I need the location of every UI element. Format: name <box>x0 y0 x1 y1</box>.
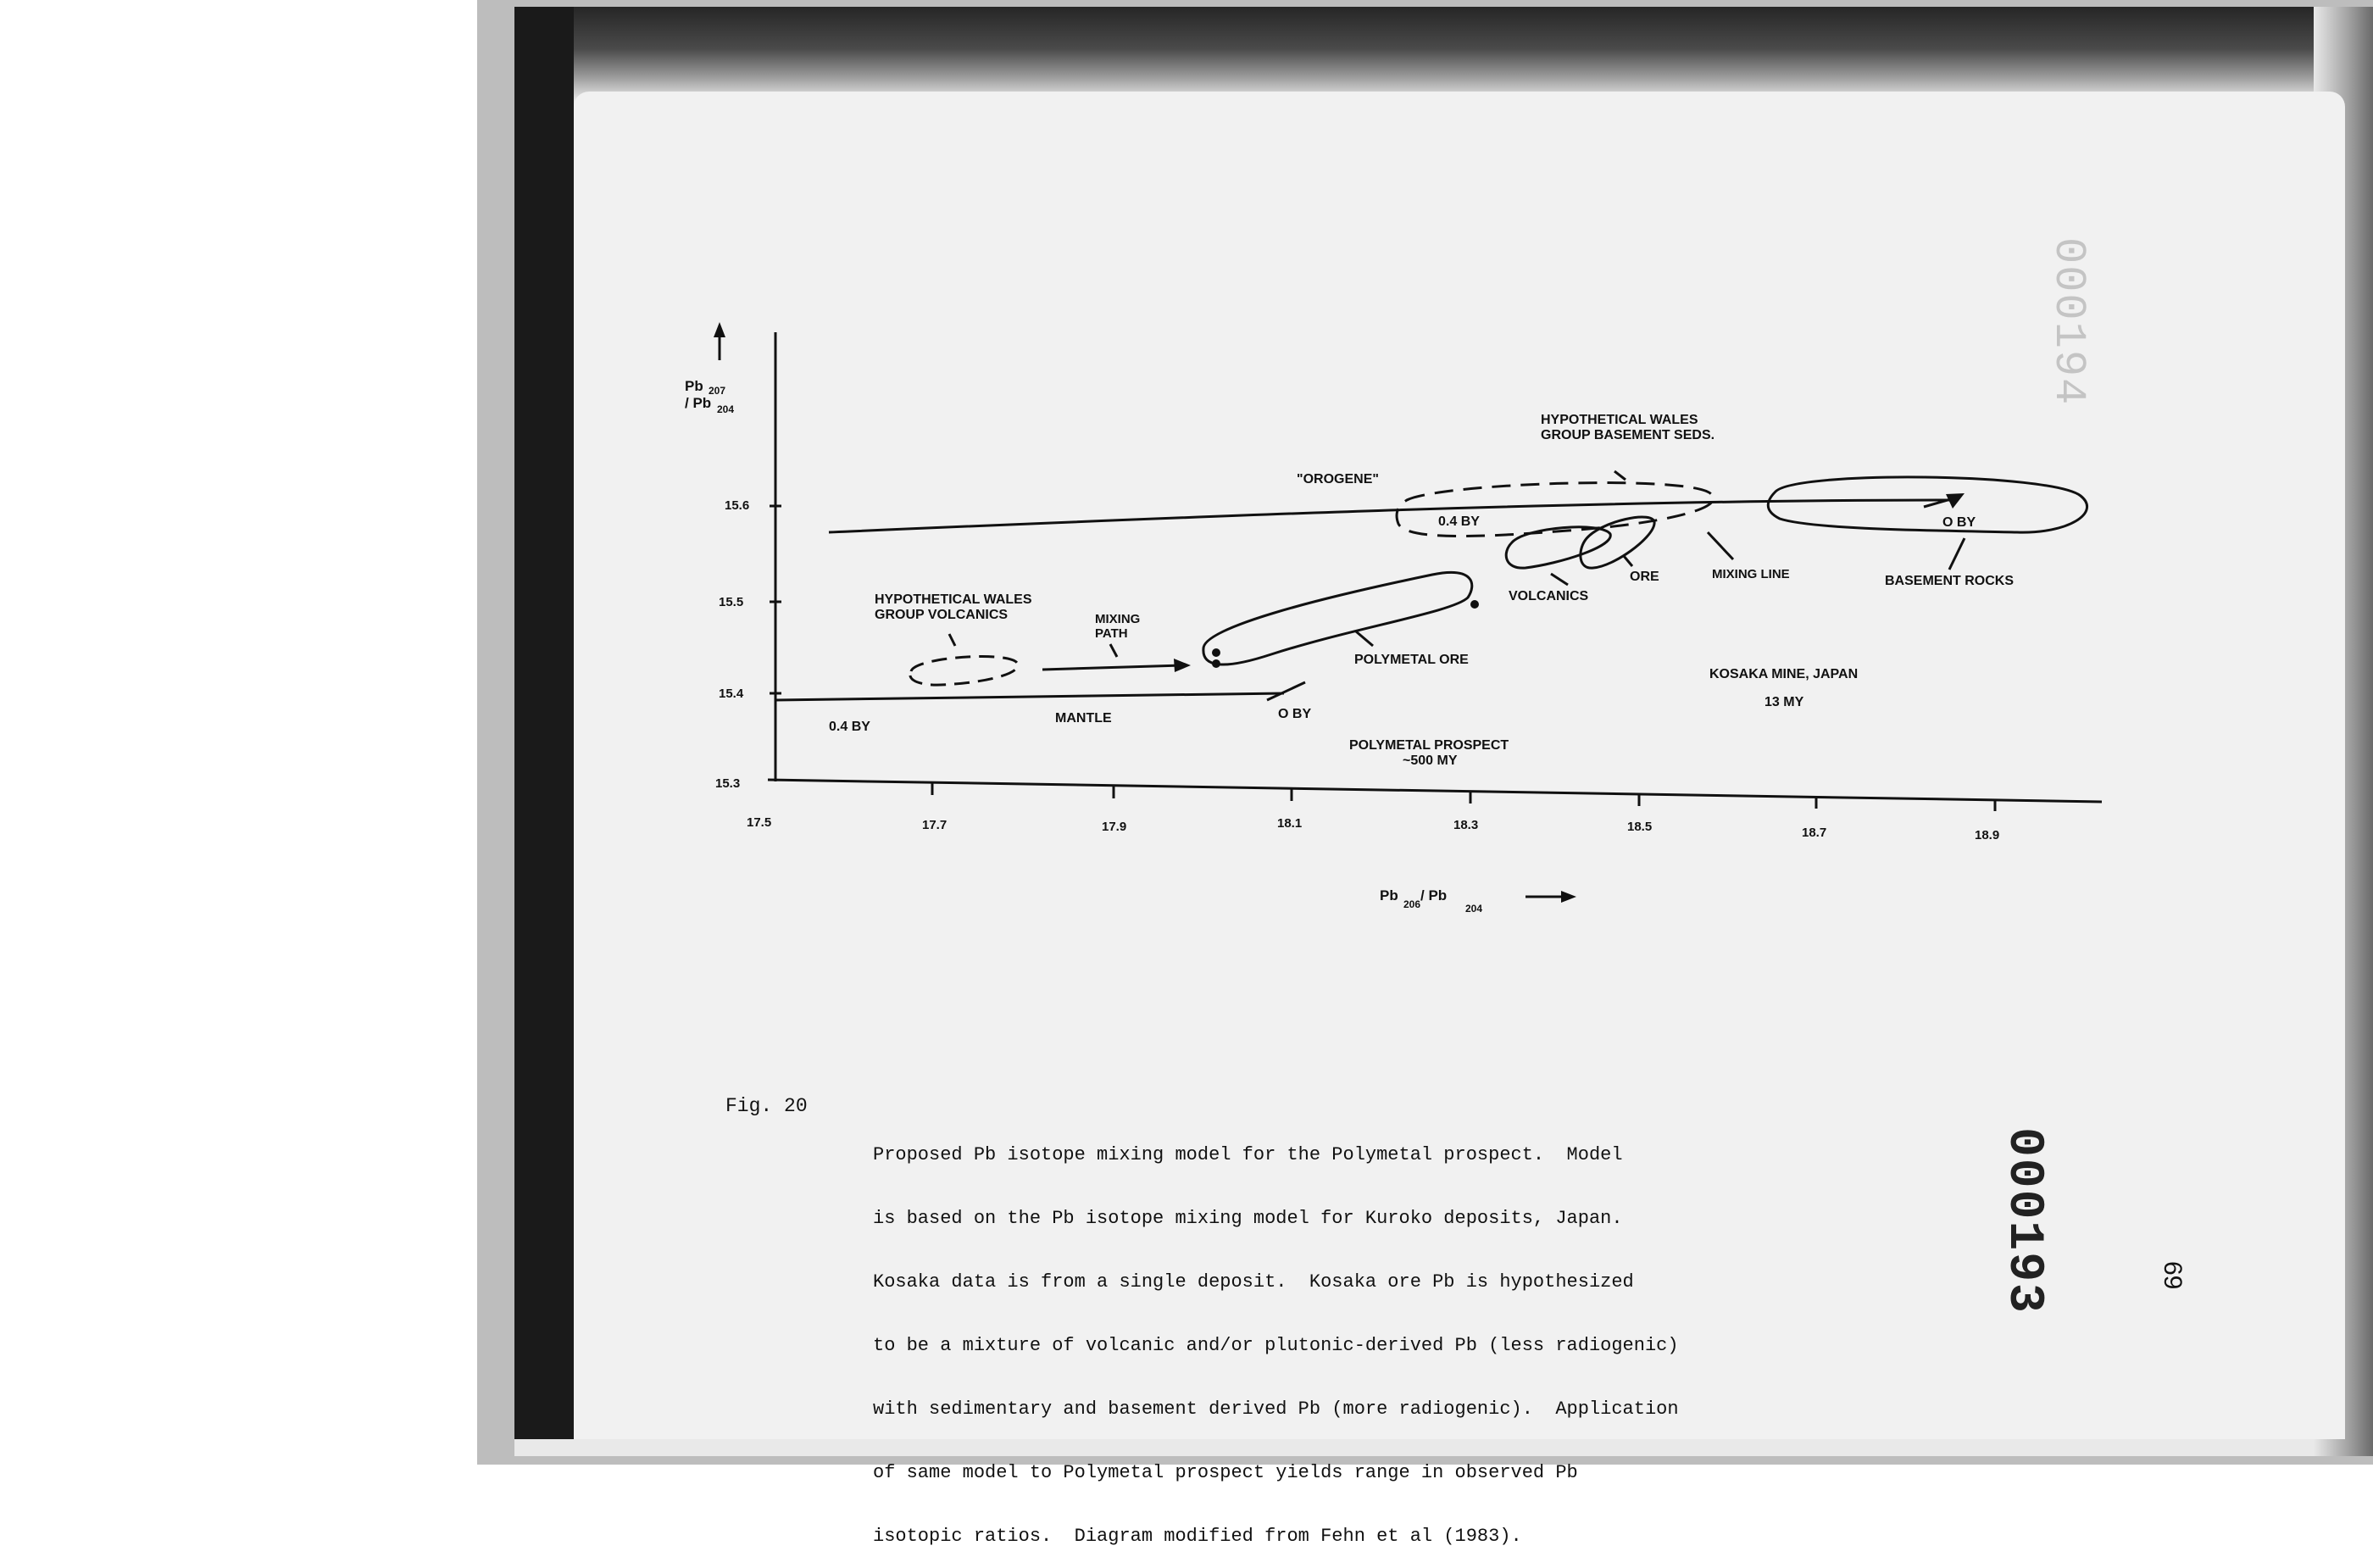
caption-line: with sedimentary and basement derived Pb (more radiogenic). Application <box>873 1398 1679 1420</box>
y-axis-label-den: 204 <box>717 403 735 415</box>
label-mixing-line: MIXING LINE <box>1712 567 1790 581</box>
y-tick-label: 15.5 <box>719 595 744 609</box>
figure-number: Fig. 20 <box>725 1095 808 1117</box>
label-basement-rocks: BASEMENT ROCKS <box>1885 574 2015 588</box>
y-tick-label: 15.3 <box>715 776 741 791</box>
x-tick-label: 18.7 <box>1802 826 1827 840</box>
label-polymetal-prospect: ~500 MY <box>1403 753 1458 768</box>
kosaka-point <box>1470 600 1479 609</box>
x-tick-label: 17.9 <box>1102 820 1127 834</box>
bates-stamp: 000193 <box>1996 1127 2051 1315</box>
label-orogene-04by: 0.4 BY <box>1438 514 1480 529</box>
label-polymetal-ore: POLYMETAL ORE <box>1354 653 1469 667</box>
caption-line: isotopic ratios. Diagram modified from Fehn et al (1983). <box>873 1526 1522 1547</box>
y-axis-label-pb: Pb <box>685 378 703 394</box>
label-hyp-basement: HYPOTHETICAL WALES <box>1541 413 1698 427</box>
ghost-stamp: 000194 <box>2043 237 2093 407</box>
label-basement-0by: O BY <box>1942 515 1976 530</box>
x-axis-label-den: 204 <box>1465 903 1483 915</box>
x-tick-label: 18.3 <box>1453 818 1479 832</box>
y-tick-label: 15.4 <box>719 687 744 701</box>
label-polymetal-prospect: POLYMETAL PROSPECT <box>1349 738 1509 753</box>
caption-line: Proposed Pb isotope mixing model for the Polymetal prospect. Model <box>873 1144 1623 1165</box>
orogene-line <box>829 500 1949 532</box>
label-ore: ORE <box>1630 570 1659 584</box>
label-hyp-basement: GROUP BASEMENT SEDS. <box>1541 428 1715 442</box>
label-hyp-volcanics: GROUP VOLCANICS <box>875 608 1009 622</box>
wales-volcanics-ellipse <box>910 657 1018 686</box>
x-axis-label-slash: / Pb <box>1420 887 1448 904</box>
kosaka-point <box>1212 659 1220 668</box>
label-mantle-0by: O BY <box>1278 707 1312 721</box>
label-mantle: MANTLE <box>1055 711 1112 726</box>
caption-line: Kosaka data is from a single deposit. Kosaka ore Pb is hypothesized <box>873 1271 1634 1293</box>
mantle-line <box>775 693 1284 700</box>
polymetal-ore-ellipse <box>1203 572 1472 664</box>
volcanics-ellipse <box>1506 527 1610 568</box>
x-axis <box>768 780 2102 802</box>
x-axis-label-num: 206 <box>1403 898 1421 910</box>
label-mantle-04by: 0.4 BY <box>829 720 870 734</box>
mixing-path-arrow <box>1042 665 1182 670</box>
label-kosaka: 13 MY <box>1764 695 1804 709</box>
label-mixing-path: PATH <box>1095 626 1128 641</box>
kosaka-point <box>1212 648 1220 657</box>
y-tick-label: 15.6 <box>725 498 750 513</box>
x-tick-label: 18.9 <box>1975 828 2000 842</box>
label-mixing-path: MIXING <box>1095 612 1141 626</box>
figure-caption <box>873 1102 1679 1568</box>
caption-line: of same model to Polymetal prospect yields range in observed Pb <box>873 1462 1578 1483</box>
x-tick-label: 17.7 <box>922 818 948 832</box>
label-kosaka: KOSAKA MINE, JAPAN <box>1709 667 1859 681</box>
x-axis-label-pb: Pb <box>1380 887 1398 904</box>
x-tick-label: 18.5 <box>1627 820 1653 834</box>
label-volcanics: VOLCANICS <box>1509 589 1589 603</box>
label-orogene: "OROGENE" <box>1297 472 1379 487</box>
y-axis-label-num: 207 <box>709 385 726 397</box>
x-tick-label: 17.5 <box>747 815 772 830</box>
y-axis-label-slash: / Pb <box>685 395 712 411</box>
x-tick-label: 18.1 <box>1277 816 1303 831</box>
label-hyp-volcanics: HYPOTHETICAL WALES <box>875 592 1032 607</box>
page-number: 69 <box>2159 1261 2187 1290</box>
caption-line: to be a mixture of volcanic and/or plutonic-derived Pb (less radiogenic) <box>873 1335 1679 1356</box>
caption-line: is based on the Pb isotope mixing model for Kuroko deposits, Japan. <box>873 1208 1623 1229</box>
